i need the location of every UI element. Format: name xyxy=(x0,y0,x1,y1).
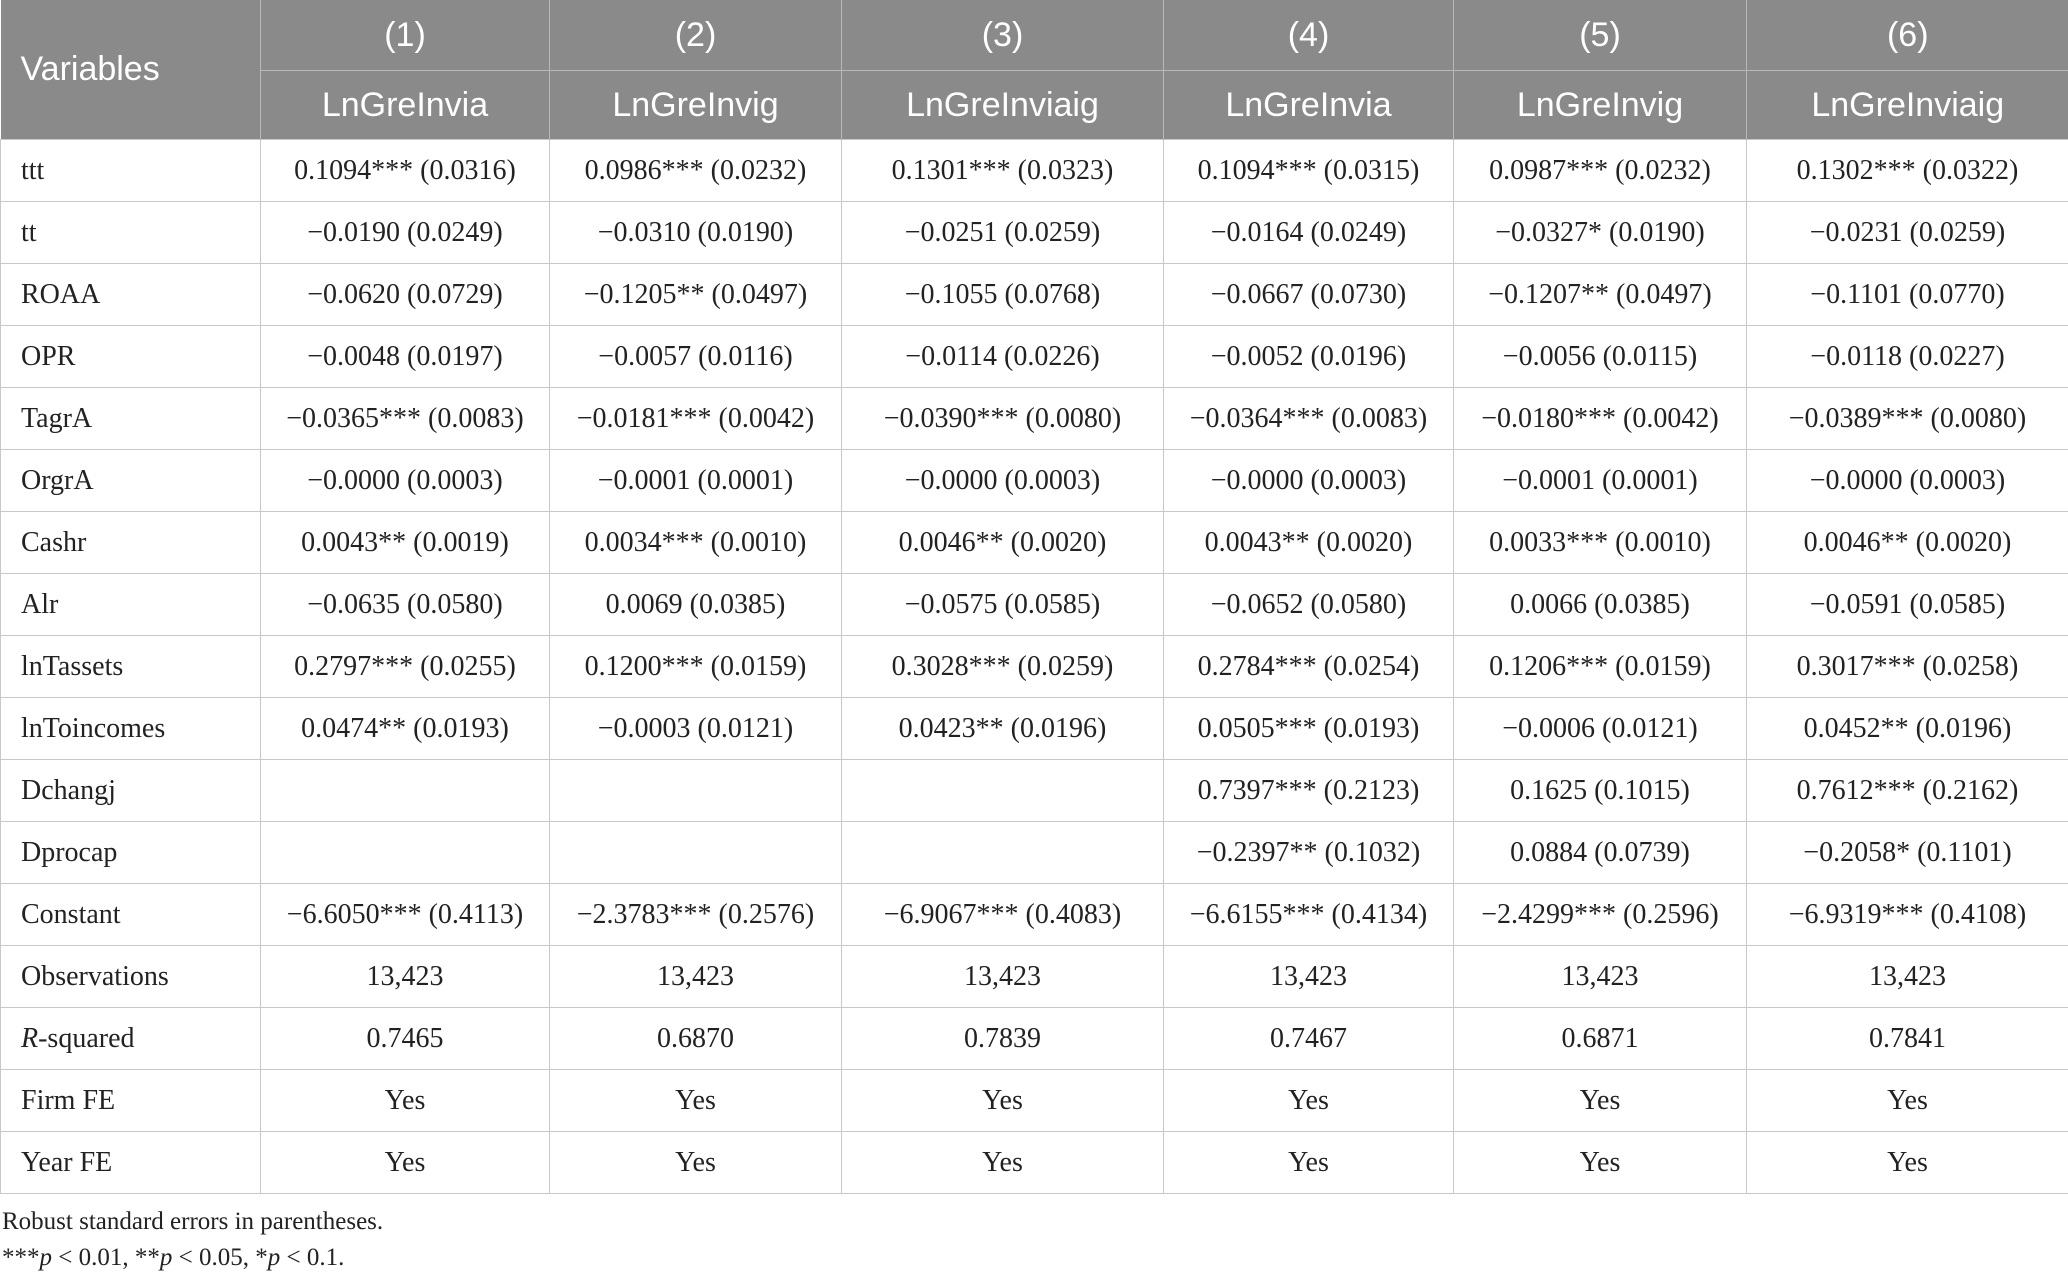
table-cell: −0.1055 (0.0768) xyxy=(842,264,1164,326)
row-variable-label: Constant xyxy=(1,884,261,946)
table-cell: −0.0000 (0.0003) xyxy=(842,450,1164,512)
table-cell: 13,423 xyxy=(1747,946,2068,1008)
table-cell: 0.2797*** (0.0255) xyxy=(261,636,550,698)
note-p: p xyxy=(267,1244,281,1271)
table-cell: −6.9319*** (0.4108) xyxy=(1747,884,2068,946)
row-variable-label: ROAA xyxy=(1,264,261,326)
column-dependent-variable: LnGreInvia xyxy=(261,71,550,140)
row-variable-label: TagrA xyxy=(1,388,261,450)
table-row xyxy=(1,450,2068,512)
row-variable-label-rest: -squared xyxy=(38,1022,135,1054)
note-p: p xyxy=(159,1244,173,1271)
table-cell: −0.0591 (0.0585) xyxy=(1747,574,2068,636)
table-cell: Yes xyxy=(550,1132,842,1194)
table-cell: Yes xyxy=(1164,1132,1454,1194)
column-dependent-variable: LnGreInviaig xyxy=(842,71,1164,140)
table-cell: 0.0987*** (0.0232) xyxy=(1454,140,1747,202)
column-number: (2) xyxy=(550,0,842,71)
row-variable-label: Firm FE xyxy=(1,1070,261,1132)
table-cell: −0.0575 (0.0585) xyxy=(842,574,1164,636)
table-cell: −0.1205** (0.0497) xyxy=(550,264,842,326)
table-cell: −0.0310 (0.0190) xyxy=(550,202,842,264)
table-row xyxy=(1,1070,2068,1132)
table-cell xyxy=(261,822,550,884)
table-cell: Yes xyxy=(842,1070,1164,1132)
table-cell xyxy=(842,760,1164,822)
table-cell: 0.3028*** (0.0259) xyxy=(842,636,1164,698)
table-cell: 0.7397*** (0.2123) xyxy=(1164,760,1454,822)
table-cell xyxy=(261,760,550,822)
table-cell: 0.0884 (0.0739) xyxy=(1454,822,1747,884)
table-cell: 0.1302*** (0.0322) xyxy=(1747,140,2068,202)
table-cell: 0.6871 xyxy=(1454,1008,1747,1070)
column-number: (1) xyxy=(261,0,550,71)
table-cell: −6.6050*** (0.4113) xyxy=(261,884,550,946)
table-cell: −0.0000 (0.0003) xyxy=(261,450,550,512)
table-cell: Yes xyxy=(261,1132,550,1194)
table-cell: −0.0251 (0.0259) xyxy=(842,202,1164,264)
table-cell: 0.7467 xyxy=(1164,1008,1454,1070)
table-cell: 0.0046** (0.0020) xyxy=(1747,512,2068,574)
table-cell: −0.0635 (0.0580) xyxy=(261,574,550,636)
table-cell: −0.0114 (0.0226) xyxy=(842,326,1164,388)
table-row xyxy=(1,574,2068,636)
table-cell: Yes xyxy=(1454,1070,1747,1132)
table-cell: −6.9067*** (0.4083) xyxy=(842,884,1164,946)
table-row xyxy=(1,388,2068,450)
row-variable-label-italic: R xyxy=(21,1022,39,1054)
table-cell: 0.1625 (0.1015) xyxy=(1454,760,1747,822)
note-stars: *** xyxy=(2,1244,40,1271)
table-cell: 0.7841 xyxy=(1747,1008,2068,1070)
table-cell: 0.0066 (0.0385) xyxy=(1454,574,1747,636)
column-number: (5) xyxy=(1454,0,1747,71)
table-cell: −0.0003 (0.0121) xyxy=(550,698,842,760)
table-row xyxy=(1,884,2068,946)
row-variable-label: Observations xyxy=(1,946,261,1008)
table-body xyxy=(1,140,2068,1194)
note-robust-errors: Robust standard errors in parentheses. xyxy=(2,1208,384,1235)
row-variable-label: Dprocap xyxy=(1,822,261,884)
note-stars: * xyxy=(255,1244,268,1271)
table-row xyxy=(1,202,2068,264)
table-cell: 0.2784*** (0.0254) xyxy=(1164,636,1454,698)
table-cell: −0.0052 (0.0196) xyxy=(1164,326,1454,388)
table-cell: −0.0667 (0.0730) xyxy=(1164,264,1454,326)
table-cell: −0.0327* (0.0190) xyxy=(1454,202,1747,264)
note-threshold: < 0.01, xyxy=(52,1244,135,1271)
table-cell: −0.0118 (0.0227) xyxy=(1747,326,2068,388)
note-significance xyxy=(2,1240,383,1276)
row-variable-label: Alr xyxy=(1,574,261,636)
table-cell: 0.0474** (0.0193) xyxy=(261,698,550,760)
table-cell: −0.1207** (0.0497) xyxy=(1454,264,1747,326)
table-cell: −6.6155*** (0.4134) xyxy=(1164,884,1454,946)
column-number: (6) xyxy=(1747,0,2068,71)
table-cell: 13,423 xyxy=(1164,946,1454,1008)
table-cell: 0.1206*** (0.0159) xyxy=(1454,636,1747,698)
row-variable-label: OPR xyxy=(1,326,261,388)
table-cell: 0.0043** (0.0020) xyxy=(1164,512,1454,574)
column-dependent-variable: LnGreInvig xyxy=(1454,71,1747,140)
table-cell: 0.0423** (0.0196) xyxy=(842,698,1164,760)
table-cell: −0.2397** (0.1032) xyxy=(1164,822,1454,884)
table-cell: Yes xyxy=(1164,1070,1454,1132)
table-cell: Yes xyxy=(261,1070,550,1132)
table-cell: −0.0180*** (0.0042) xyxy=(1454,388,1747,450)
table-cell: 0.0069 (0.0385) xyxy=(550,574,842,636)
table-cell: Yes xyxy=(1747,1070,2068,1132)
table-cell xyxy=(550,760,842,822)
table-cell: −0.0364*** (0.0083) xyxy=(1164,388,1454,450)
table-cell: 13,423 xyxy=(550,946,842,1008)
table-cell: −0.0365*** (0.0083) xyxy=(261,388,550,450)
table-row xyxy=(1,140,2068,202)
note-threshold: < 0.1. xyxy=(280,1244,345,1271)
row-variable-label: Year FE xyxy=(1,1132,261,1194)
table-cell: −0.0389*** (0.0080) xyxy=(1747,388,2068,450)
note-stars: ** xyxy=(134,1244,160,1271)
table-cell: −0.0001 (0.0001) xyxy=(550,450,842,512)
table-cell xyxy=(550,822,842,884)
row-variable-label: tt xyxy=(1,202,261,264)
table-row xyxy=(1,946,2068,1008)
table-row xyxy=(1,1132,2068,1194)
table-cell: 0.1094*** (0.0315) xyxy=(1164,140,1454,202)
table-cell: −0.0181*** (0.0042) xyxy=(550,388,842,450)
table-row xyxy=(1,636,2068,698)
row-variable-label: Dchangj xyxy=(1,760,261,822)
variables-header: Variables xyxy=(1,0,261,140)
table-cell: −0.0056 (0.0115) xyxy=(1454,326,1747,388)
table-cell: −0.0231 (0.0259) xyxy=(1747,202,2068,264)
table-row xyxy=(1,760,2068,822)
header-row-numbers xyxy=(1,0,2068,71)
table-cell: −0.0001 (0.0001) xyxy=(1454,450,1747,512)
table-cell: −0.2058* (0.1101) xyxy=(1747,822,2068,884)
table-cell: −0.0620 (0.0729) xyxy=(261,264,550,326)
table-cell: −0.0390*** (0.0080) xyxy=(842,388,1164,450)
table-row xyxy=(1,1008,2068,1070)
column-number: (4) xyxy=(1164,0,1454,71)
row-variable-label: OrgrA xyxy=(1,450,261,512)
column-dependent-variable: LnGreInviaig xyxy=(1747,71,2068,140)
table-row xyxy=(1,512,2068,574)
table-cell: 0.0046** (0.0020) xyxy=(842,512,1164,574)
row-variable-label: ttt xyxy=(1,140,261,202)
row-variable-label: lnTassets xyxy=(1,636,261,698)
row-variable-label: lnToincomes xyxy=(1,698,261,760)
table-cell: 0.1094*** (0.0316) xyxy=(261,140,550,202)
table-row xyxy=(1,822,2068,884)
table-cell: 13,423 xyxy=(261,946,550,1008)
table-cell xyxy=(842,822,1164,884)
table-cell: 13,423 xyxy=(842,946,1164,1008)
table-cell: 0.1200*** (0.0159) xyxy=(550,636,842,698)
column-dependent-variable: LnGreInvia xyxy=(1164,71,1454,140)
table-cell: 0.0986*** (0.0232) xyxy=(550,140,842,202)
table-header xyxy=(1,0,2068,140)
table-cell: 0.0452** (0.0196) xyxy=(1747,698,2068,760)
table-cell: Yes xyxy=(1454,1132,1747,1194)
table-cell: −0.0048 (0.0197) xyxy=(261,326,550,388)
table-cell: −0.0000 (0.0003) xyxy=(1747,450,2068,512)
table-cell: Yes xyxy=(842,1132,1164,1194)
table-cell: −0.0057 (0.0116) xyxy=(550,326,842,388)
table-row xyxy=(1,264,2068,326)
note-p: p xyxy=(39,1244,52,1271)
table-cell: 0.7465 xyxy=(261,1008,550,1070)
table-cell: 13,423 xyxy=(1454,946,1747,1008)
table-row xyxy=(1,698,2068,760)
table-cell: −0.0164 (0.0249) xyxy=(1164,202,1454,264)
table-cell: 0.0043** (0.0019) xyxy=(261,512,550,574)
table-cell: Yes xyxy=(1747,1132,2068,1194)
table-cell: 0.3017*** (0.0258) xyxy=(1747,636,2068,698)
row-variable-label: Cashr xyxy=(1,512,261,574)
table-cell: −2.3783*** (0.2576) xyxy=(550,884,842,946)
table-cell: −2.4299*** (0.2596) xyxy=(1454,884,1747,946)
table-cell: 0.0034*** (0.0010) xyxy=(550,512,842,574)
column-dependent-variable: LnGreInvig xyxy=(550,71,842,140)
note-threshold: < 0.05, xyxy=(172,1244,256,1271)
table-cell: −0.0190 (0.0249) xyxy=(261,202,550,264)
table-cell: −0.0000 (0.0003) xyxy=(1164,450,1454,512)
table-cell: 0.0033*** (0.0010) xyxy=(1454,512,1747,574)
table-cell: 0.7839 xyxy=(842,1008,1164,1070)
table-cell: 0.7612*** (0.2162) xyxy=(1747,760,2068,822)
table-cell: −0.1101 (0.0770) xyxy=(1747,264,2068,326)
table-cell: 0.0505*** (0.0193) xyxy=(1164,698,1454,760)
table-cell: −0.0652 (0.0580) xyxy=(1164,574,1454,636)
table-row xyxy=(1,326,2068,388)
table-notes xyxy=(2,1204,383,1276)
table-cell: 0.6870 xyxy=(550,1008,842,1070)
column-number: (3) xyxy=(842,0,1164,71)
table-cell: −0.0006 (0.0121) xyxy=(1454,698,1747,760)
table-cell: Yes xyxy=(550,1070,842,1132)
header-row-names xyxy=(1,71,2068,140)
table-cell: 0.1301*** (0.0323) xyxy=(842,140,1164,202)
row-variable-label xyxy=(1,1008,261,1070)
